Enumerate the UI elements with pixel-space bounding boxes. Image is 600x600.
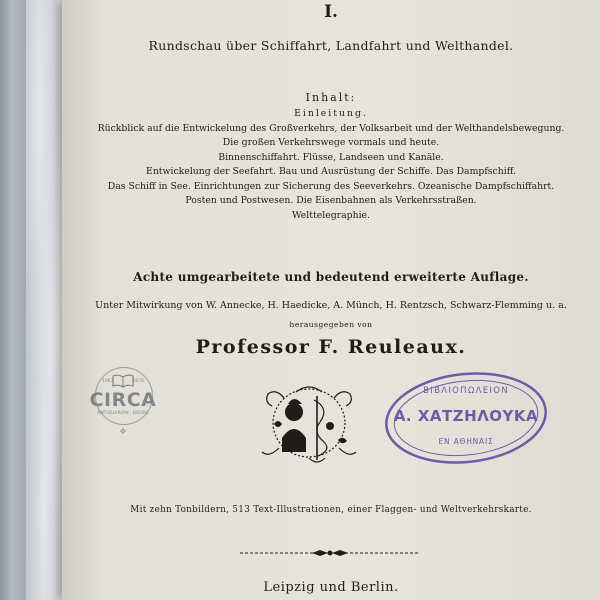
- watermark-name: CIRCA: [89, 389, 157, 411]
- contents-line: Posten und Postwesen. Die Eisenbahnen als Verkehrsstraßen.: [185, 195, 477, 206]
- publication-place: Leipzig und Berlin.: [263, 580, 399, 595]
- contents-line: Binnenschiffahrt. Flüsse, Landseen und Kanäle.: [218, 151, 444, 163]
- volume-number: I.: [324, 2, 338, 22]
- stamp-bookseller-name: Α. ΧΑΤΖΗΛΟΥΚΑ: [393, 407, 539, 425]
- contents-line: Einleitung.: [294, 108, 368, 119]
- printer-vignette-icon: [254, 378, 364, 468]
- contents-line: Entwickelung der Seefahrt. Bau und Ausrüstung der Schiffe. Das Dampfschiff.: [146, 166, 516, 177]
- open-book-icon: [111, 372, 135, 388]
- circa-watermark-logo: [82, 365, 164, 445]
- title-page: [62, 0, 600, 600]
- watermark-ornament-icon: ✥: [119, 427, 127, 436]
- stamp-top-text: ΒΙΒΛΙΟΠΩΛΕΙΟΝ: [423, 386, 509, 396]
- watermark-tagline: ANTIQUARIAN · BOOKS: [97, 411, 149, 416]
- volume-subtitle: Rundschau über Schiffahrt, Landfahrt und Welthandel.: [148, 38, 514, 53]
- author-name: Professor F. Reuleaux.: [195, 336, 467, 358]
- contents-line: Welttelegraphie.: [291, 209, 371, 221]
- contents-line: Rückblick auf die Entwickelung des Großverkehrs, der Volksarbeit und der Welthandelsbewegung.: [97, 122, 565, 134]
- contents-heading: Inhalt:: [305, 91, 357, 104]
- contents-list: [62, 107, 600, 223]
- decorative-rule-icon: [240, 549, 420, 557]
- illustrations-note: Mit zehn Tonbildern, 513 Text-Illustrationen, einer Flaggen- und Weltverkehrskarte.: [130, 505, 532, 515]
- stamp-city: ΕΝ ΑΘΗΝΑΙΣ: [438, 437, 494, 446]
- edition-statement: Achte umgearbeitete und bedeutend erweiterte Auflage.: [133, 270, 529, 284]
- watermark-year-left: 1967: [102, 379, 114, 384]
- editor-note: herausgegeben von: [289, 320, 373, 329]
- book-spine: [0, 0, 26, 600]
- watermark-year-right: 1978: [132, 379, 144, 384]
- contributors-line: Unter Mitwirkung von W. Annecke, H. Haedicke, A. Münch, H. Rentzsch, Schwarz-Flemming u. a.: [95, 300, 567, 311]
- contents-line: Die großen Verkehrswege vormals und heute.: [222, 137, 440, 148]
- bookseller-stamp: [381, 369, 551, 467]
- contents-line: Das Schiff in See. Einrichtungen zur Sicherung des Seeverkehrs. Ozeanische Dampfschiffahrt.: [107, 180, 555, 192]
